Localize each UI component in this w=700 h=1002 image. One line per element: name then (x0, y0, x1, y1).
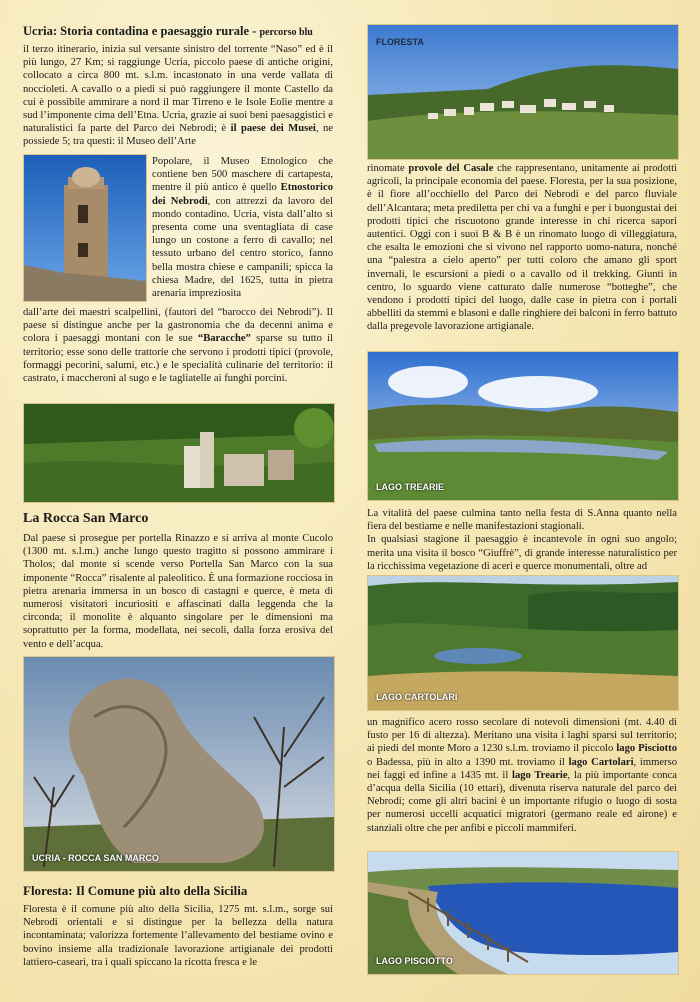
rocca-caption: UCRIA - ROCCA SAN MARCO (32, 853, 159, 863)
rocca-section (23, 510, 333, 651)
floresta-continued: rinomate provole del Casale che rappresentano, unitamente ai prodotti agricoli, la principale economia del paese. Floresta, per la sua posizione, è il fiore all’occhiello del Parco dei Nebrodi e del parco fluviale dell’Alcantara; meta prediletta per chi va a funghi e per i buongustai dei prodotti tipici che riscuotono grande interesse in chi ricerca sapori autentici. Oggi con i suoi B & B è un rinomato luogo di villeggiatura, che esalta le emozioni che si vivono nel rapporto uomo-natura, nonché una “palestra a cielo aperto” per tutti coloro che amano gli sport invernali, le escursioni a piedi o a cavallo od il trekking. Giunti in centro, lo sguardo viene catturato dalle numerose “botteghe”, che vendono i prodotti tipici del luogo, dalle case in pietra con i portali abbelliti da stemmi e blasoni e dalle ringhiere dei balconi in ferro battuto dalla pregevole lavorazione artigianale. (367, 163, 677, 333)
ucria-subtitle: percorso blu (259, 27, 313, 38)
floresta-photo (367, 24, 679, 160)
lago-trearie-photo (367, 351, 679, 501)
ucria-title: Ucria: Storia contadina e paesaggio rurale - percorso blu (23, 24, 313, 38)
laghi-intro: La vitalità del paese culmina tanto nella festa di S.Anna quanto nella fiera del bestiame e nelle manifestazioni stagionali. In qualsiasi stagione il paesaggio è incantevole in ogni suo angolo; merita una visita il bosco “Giuffrè”, di grande interesse naturalistico per la ricchissima vegetazione di aceri e querce monumentali, oltre ad (367, 508, 677, 572)
floresta-title: Floresta: Il Comune più alto della Sicilia (23, 883, 248, 898)
laghi-details: un magnifico acero rosso secolare di notevoli dimensioni (mt. 4.40 di fusto per 16 di altezza). Meritano una visita i laghi sparsi sul territorio; ai piedi del monte Moro a 1230 s.l.m. troviamo il piccolo lago Pisciotto o Badessa, più in alto a 1390 mt. troviamo il lago Cartolari, immerso nei faggi ed infine a 1435 mt. il lago Trearie, la più importante conca d’acqua della Sicilia (10 ettari), divenuta riserva naturale del parco dei Nebrodi; come gli altri bacini è un importante rifugio o luogo di sosta per numerosi uccelli acquatici migratori (germano reale ed airone) e stanziali oltre che per anfibi e piccoli mammiferi. (367, 717, 678, 834)
lago-pisciotto-photo (367, 851, 679, 975)
rocca-text: Dal paese si prosegue per portella Rinazzo e si arriva al monte Cucolo (1300 mt. s.l.m.) anche lungo questo tragitto si possono ammirare i Tholos; dal monte si scende verso Portella San Marco con la sua imponente “Rocca” risalente al paleolitico. È una formazione rocciosa in pietra arenaria immersa in un bosco di castagni e querce, è meta di numerosi visitatori incuriositi e affascinati dalla leggenda che la circonda; il monolite è alquanto singolare per le dimensioni ma soprattutto per la forma, modellata, nei secoli, dalla forza erosiva del vento e dell’acqua. (23, 533, 333, 650)
floresta-section (23, 883, 333, 969)
ucria-wrap-text: Popolare, il Museo Etnologico che contiene ben 500 maschere di cartapesta, mentre il più antico è quello Etnostorico dei Nebrodi, con attrezzi da lavoro del mondo contadino. Ucria, vista dall’alto si presenta come una sventagliata di case lungo un costone a ferro di cavallo; nel tessuto urbano del centro storico, fanno bella mostra chiese e campanili; spicca la chiesa Madre, del 1625, tutta in pietra arenaria impreziosita (152, 156, 333, 300)
ucria-paragraph-3: dall’arte dei maestri scalpellini, (fautori del “barocco dei Nebrodi”). Il paese si distingue anche per la gastronomia che da decenni anima e colora i paesaggi montani con le sue “Baracche” sparse su tutto il territorio; esse sono delle trattorie che servono i prodotti tipici (provole, formaggi pecorini, salumi, etc.) e le specialità culinarie del territorio: il castrato, i maccheroni al sugo e le tagliatelle ai funghi porcini. (23, 307, 333, 385)
lago-trearie-caption: LAGO TREARIE (376, 482, 445, 492)
ucria-tower-photo (23, 154, 147, 302)
lago-pisciotto-caption: LAGO PISCIOTTO (376, 956, 453, 966)
ucria-paragraph-1: il terzo itinerario, inizia sul versante sinistro del torrente “Naso” ed è il più lungo, 27 Km; si raggiunge Ucria, piccolo paese di antiche origini, collocato a circa 800 mt. s.l.m. incastonato in una verde vallata di noccioleti. A cavallo o a piedi si può raggiungere il monte Castello da cui è possibile ammirare a nord il mar Tirreno e le Isole Eolie mentre a sud l’imponente cima dell’Etna. Ucria, grazie ai suoi beni paesaggistici e naturalistici fa parte del Parco dei Nebrodi; è il paese dei Musei, ne possiede 5; tra questi: il Museo dell’Arte (23, 44, 334, 148)
lago-cartolari-caption: LAGO CARTOLARI (376, 692, 458, 702)
ucria-section (23, 24, 333, 149)
rocca-title: La Rocca San Marco (23, 511, 149, 526)
rocca-photo (23, 656, 335, 872)
lago-cartolari-photo (367, 575, 679, 711)
ucria-village-photo (23, 403, 335, 503)
floresta-caption: FLORESTA (376, 37, 424, 47)
floresta-text: Floresta è il comune più alto della Sicilia, 1275 mt. s.l.m., sorge sui Nebrodi orientali e si distingue per la bellezza della natura incontaminata; valorizza fortemente l’allevamento del bestiame ovino e bovino insieme alla tradizionale lavorazione artigianale dei prodotti lattiero-caseari, tra i quali spiccano la ricotta fresca e le (23, 904, 333, 968)
